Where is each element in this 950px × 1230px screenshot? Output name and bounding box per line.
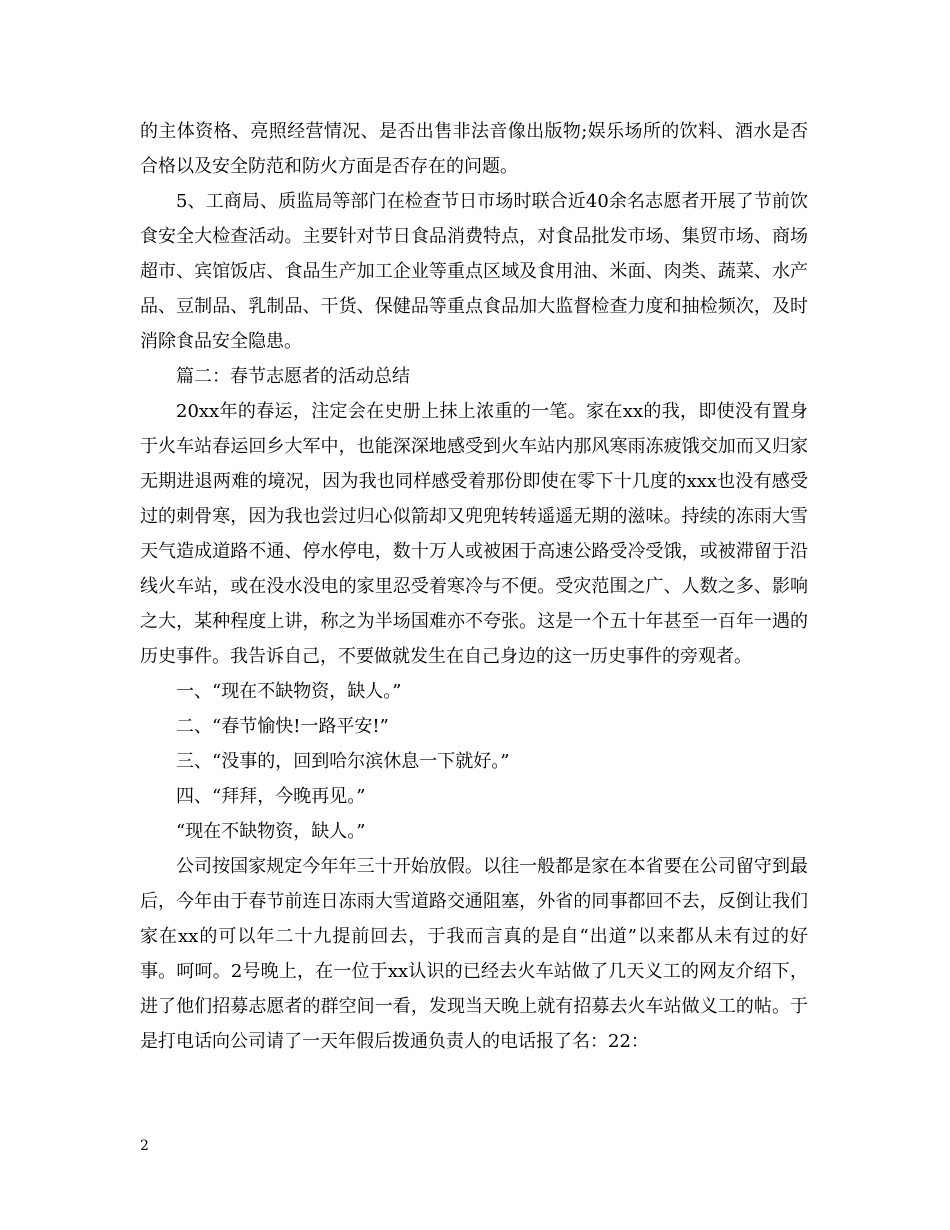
paragraph: 5、工商局、质监局等部门在检查节日市场时联合近40余名志愿者开展了节前饮食安全大检查活动。主要针对节日食品消费特点，对食品批发市场、集贸市场、商场超市、宾馆饭店、食品生产加工企业等重点区域及食用油、米面、肉类、蔬菜、水产品、豆制品、乳制品、干货、保健品等重点食品加大监督检查力度和抽检频次，及时消除食品安全隐患。 <box>140 191 808 352</box>
paragraph: 公司按国家规定今年年三十开始放假。以往一般都是家在本省要在公司留守到最后，今年由于春节前连日冻雨大雪道路交通阻塞，外省的同事都回不去，反倒让我们家在xx的可以年二十九提前回去，于我而言真的是自“出道”以来都从未有过的好事。呵呵。2号晚上，在一位于xx认识的已经去火车站做了几天义工的网友介绍下，进了他们招募志愿者的群空间一看，发现当天晚上就有招募去火车站做义工的帖。于是打电话向公司请了一天年假后拨通负责人的电话报了名：22： <box>140 856 808 1052</box>
list-item: 一、“现在不缺物资，缺人。” <box>176 681 402 702</box>
list-item: 三、“没事的，回到哈尔滨休息一下就好。” <box>176 751 510 772</box>
subsection-heading: “现在不缺物资，缺人。” <box>176 821 366 842</box>
list-item: 四、“拜拜，今晚再见。” <box>176 786 366 807</box>
list-item: 二、“春节愉快!一路平安!” <box>176 716 389 737</box>
paragraph: 20xx年的春运，注定会在史册上抹上浓重的一笔。家在xx的我，即使没有置身于火车站春运回乡大军中，也能深深地感受到火车站内那风寒雨冻疲饿交加而又归家无期进退两难的境况，因为我也同样感受着那份即使在零下十几度的xxx也没有感受过的刺骨寒，因为我也尝过归心似箭却又兜兜转转遥遥无期的滋味。持续的冻雨大雪天气造成道路不通、停水停电，数十万人或被困于高速公路受冷受饿，或被滞留于沿线火车站，或在没水没电的家里忍受着寒冷与不便。受灾范围之广、人数之多、影响之大，某种程度上讲，称之为半场国难亦不夸张。这是一个五十年甚至一百年一遇的历史事件。我告诉自己，不要做就发生在自己身边的这一历史事件的旁观者。 <box>140 401 808 667</box>
document-body <box>140 114 808 1059</box>
page-number: 2 <box>140 1138 149 1154</box>
section-heading: 篇二：春节志愿者的活动总结 <box>176 366 410 387</box>
paragraph: 的主体资格、亮照经营情况、是否出售非法音像出版物;娱乐场所的饮料、酒水是否合格以及安全防范和防火方面是否存在的问题。 <box>140 121 808 177</box>
